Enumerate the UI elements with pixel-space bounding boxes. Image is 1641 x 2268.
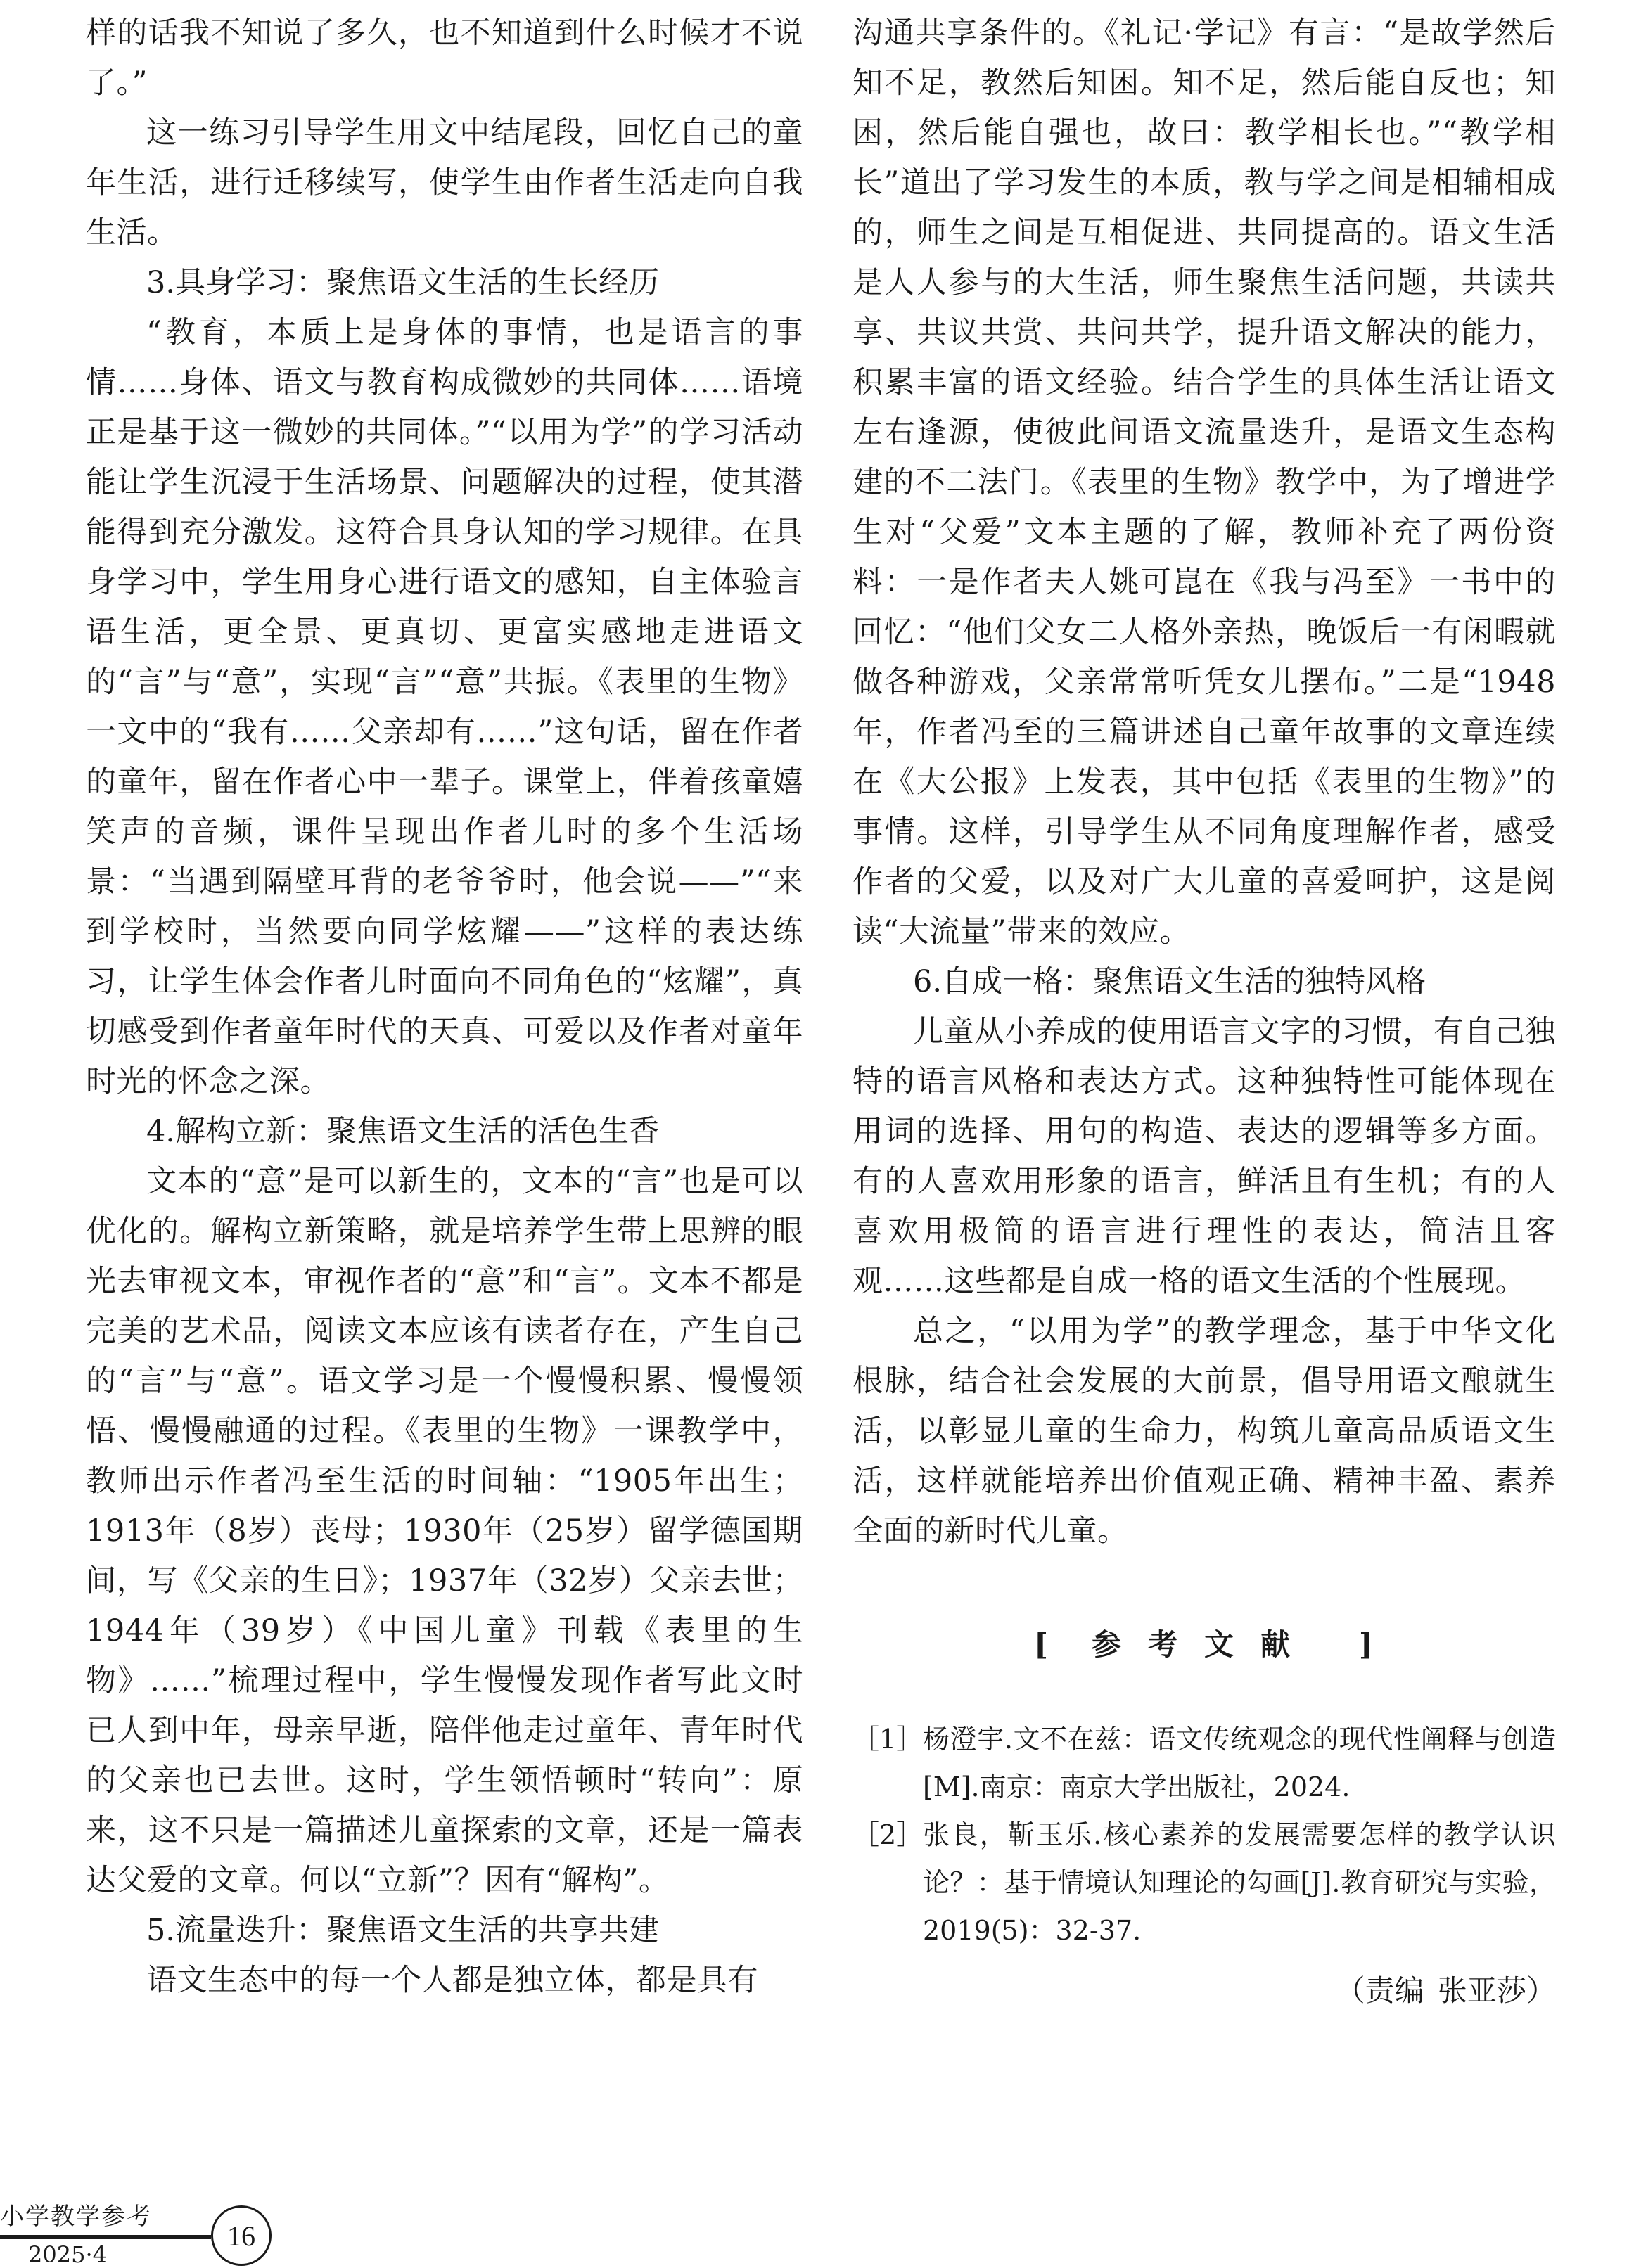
- references-heading: [853, 1624, 1556, 1666]
- section-heading: 6.自成一格：聚焦语文生活的独特风格: [913, 964, 1426, 999]
- paragraph: 语文生态中的每一个人都是独立体，都是具有: [146, 1963, 758, 1998]
- paragraph: 总之，“以用为学”的教学理念，基于中华文化根脉，结合社会发展的大前景，倡导用语文酿就生活，以彰显儿童的生命力，构筑儿童高品质语文生活，这样就能培养出价值观正确、精神丰盈、素养全面的新时代儿童。: [853, 1314, 1556, 1549]
- page-footer: [0, 2201, 309, 2266]
- paragraph: 样的话我不知说了多久，也不知道到什么时候才不说了。”: [86, 15, 803, 101]
- section-heading: 3.具身学习：聚焦语文生活的生长经历: [146, 265, 660, 300]
- bracket-close: ]: [1359, 1627, 1374, 1662]
- paragraph: 这一练习引导学生用文中结尾段，回忆自己的童年生活，进行迁移续写，使学生由作者生活走向自我生活。: [86, 115, 803, 250]
- reference-item: [853, 1715, 1556, 1811]
- bracket-open: [: [1034, 1627, 1049, 1662]
- reference-text: 杨澄宇.文不在兹：语文传统观念的现代性阐释与创造[M].南京：南京大学出版社，2024.: [923, 1724, 1556, 1802]
- reference-text: 张良，靳玉乐.核心素养的发展需要怎样的教学认识论？：基于情境认知理论的勾画[J].教育研究与实验，2019(5)：32-37.: [923, 1819, 1556, 1946]
- references-title: 参考文献: [1091, 1627, 1317, 1662]
- section-heading: 5.流量迭升：聚焦语文生活的共享共建: [146, 1913, 660, 1948]
- reference-number: ［1］: [853, 1724, 924, 1755]
- editor-label: （责编: [1335, 1973, 1424, 2008]
- paragraph: 文本的“意”是可以新生的，文本的“言”也是可以优化的。解构立新策略，就是培养学生带上思辨的眼光去审视文本，审视作者的“意”和“言”。文本不都是完美的艺术品，阅读文本应该有读者存在，产生自己的“言”与“意”。语文学习是一个慢慢积累、慢慢领悟、慢慢融通的过程。《表里的生物》一课教学中，教师出示作者冯至生活的时间轴：“1905年出生；1913年（8岁）丧母；1930年（25岁）留学德国期间，写《父亲的生日》；1937年（32岁）父亲去世；1944年（39岁）《中国儿童》刊载《表里的生物》……”梳理过程中，学生慢慢发现作者写此文时已人到中年，母亲早逝，陪伴他走过童年、青年时代的父亲也已去世。这时，学生领悟顿时“转向”：原来，这不只是一篇描述儿童探索的文章，还是一篇表达父爱的文章。何以“立新”？因有“解构”。: [86, 1164, 803, 1898]
- issue-date: 2025·4: [28, 2241, 107, 2268]
- paragraph: 儿童从小养成的使用语言文字的习惯，有自己独特的语言风格和表达方式。这种独特性可能体现在用词的选择、用句的构造、表达的逻辑等多方面。有的人喜欢用形象的语言，鲜活且有生机；有的人喜欢用极简的语言进行理性的表达，简洁且客观……这些都是自成一格的语文生活的个性展现。: [853, 1014, 1556, 1299]
- paragraph: “教育，本质上是身体的事情，也是语言的事情……身体、语文与教育构成微妙的共同体……语境正是基于这一微妙的共同体。”“以用为学”的学习活动能让学生沉浸于生活场景、问题解决的过程，使其潜能得到充分激发。这符合具身认知的学习规律。在具身学习中，学生用身心进行语文的感知，自主体验言语生活，更全景、更真切、更富实感地走进语文的“言”与“意”，实现“言”“意”共振。《表里的生物》一文中的“我有……父亲却有……”这句话，留在作者的童年，留在作者心中一辈子。课堂上，伴着孩童嬉笑声的音频，课件呈现出作者儿时的多个生活场景：“当遇到隔壁耳背的老爷爷时，他会说——”“来到学校时，当然要向同学炫耀——”这样的表达练习，让学生体会作者儿时面向不同角色的“炫耀”，真切感受到作者童年时代的天真、可爱以及作者对童年时光的怀念之深。: [86, 315, 803, 1099]
- section-heading: 4.解构立新：聚焦语文生活的活色生香: [146, 1114, 660, 1149]
- journal-name: 小学教学参考: [0, 2203, 152, 2231]
- page-number: 16: [211, 2205, 272, 2266]
- reference-item: [853, 1811, 1556, 1954]
- paragraph: 沟通共享条件的。《礼记·学记》有言：“是故学然后知不足，教然后知困。知不足，然后能自反也；知困，然后能自强也，故曰：教学相长也。”“教学相长”道出了学习发生的本质，教与学之间是相辅相成的，师生之间是互相促进、共同提高的。语文生活是人人参与的大生活，师生聚焦生活问题，共读共享、共议共赏、共问共学，提升语文解决的能力，积累丰富的语文经验。结合学生的具体生活让语文左右逢源，使彼此间语文流量迭升，是语文生态构建的不二法门。《表里的生物》教学中，为了增进学生对“父爱”文本主题的了解，教师补充了两份资料：一是作者夫人姚可崑在《我与冯至》一书中的回忆：“他们父女二人格外亲热，晚饭后一有闲暇就做各种游戏，父亲常常听凭女儿摆布。”二是“1948年，作者冯至的三篇讲述自己童年故事的文章连续在《大公报》上发表，其中包括《表里的生物》”的事情。这样，引导学生从不同角度理解作者，感受作者的父爱，以及对广大儿童的喜爱呵护，这是阅读“大流量”带来的效应。: [853, 15, 1556, 949]
- right-column: [853, 8, 1556, 2015]
- editor-credit: [853, 1967, 1556, 2015]
- left-column: [86, 8, 803, 2006]
- reference-number: ［2］: [853, 1819, 924, 1850]
- footer-rule: [0, 2235, 211, 2239]
- editor-name: 张亚莎）: [1437, 1973, 1556, 2008]
